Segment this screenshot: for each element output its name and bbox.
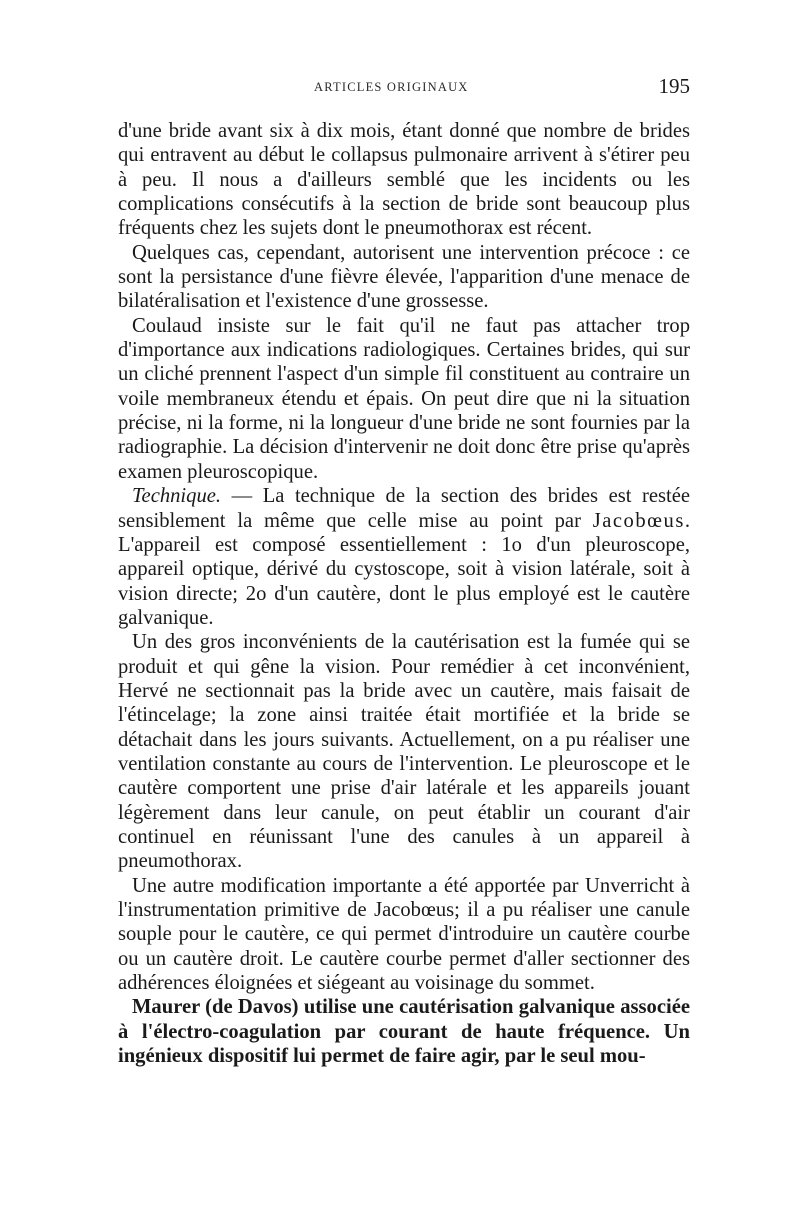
paragraph-continued: d'une bride avant six à dix mois, étant donné que nombre de brides qui entravent au début le collapsus pulmonaire arrivent à s'étirer peu à peu. Il nous a d'ailleurs semblé que les incidents ou les complications consécutifs à la section de bride sont beaucoup plus fréquents chez les sujets dont le pneumothorax est récent. <box>118 120 690 240</box>
body-text <box>118 119 690 1068</box>
page-number: 195 <box>658 74 690 98</box>
technique-text-part2: . L'appareil est composé essentiellement : 1o d'un pleuroscope, appareil optique, dérivé du cystoscope, soit à vision latérale, soit à vision directe; 2o d'un cautère, dont le plus employé est le cautère galvanique. <box>118 509 690 629</box>
paragraph-coulaud: Coulaud insiste sur le fait qu'il ne faut pas attacher trop d'importance aux indications radiologiques. Certaines brides, qui sur un cliché prennent l'aspect d'un simple fil constituent au contraire un voile membraneux étendu et épais. On peut dire que ni la situation précise, ni la forme, ni la longueur d'une bride ne sont fournies par la radiographie. La décision d'intervenir ne doit donc être prise qu'après examen pleuroscopique. <box>118 314 690 483</box>
paragraph-technique <box>118 484 690 630</box>
paragraph-unverricht: Une autre modification importante a été apportée par Unverricht à l'instrumentation primitive de Jacobœus; il a pu réaliser une canule souple pour le cautère, ce qui permet d'introduire un cautère courbe ou un cautère droit. Le cautère courbe permet d'aller sectionner des adhérences éloignées et siégeant au voisinage du sommet. <box>118 874 690 995</box>
running-head: ARTICLES ORIGINAUX <box>314 80 469 94</box>
author-name-jacoboeus: Jacobœus <box>592 509 685 532</box>
page-header <box>118 74 690 102</box>
paragraph-smoke-ventilation: Un des gros inconvénients de la cautérisation est la fumée qui se produit et qui gêne la vision. Pour remédier à cet inconvénient, Hervé ne sectionnait pas la bride avec un cautère, mais faisait de l'étincelage; la zone ainsi traitée était mortifiée et la bride se détachait dans les jours suivants. Actuellement, on a pu réaliser une ventilation constante au cours de l'intervention. Le pleuroscope et le cautère comportent une prise d'air latérale et les appareils jouant légèrement dans leur canule, on peut établir un courant d'air continuel en réunissant l'une des canules à un appareil à pneumothorax. <box>118 631 690 873</box>
technique-text-part1: — La technique de la section des brides est restée sensiblement la même que celle mise au point par <box>118 485 690 532</box>
section-lead-technique: Technique. <box>132 485 222 508</box>
paragraph-early-intervention: Quelques cas, cependant, autorisent une intervention précoce : ce sont la persistance d'une fièvre élevée, l'apparition d'une menace de bilatéralisation et l'existence d'une grossesse. <box>118 241 690 313</box>
paragraph-maurer: Maurer (de Davos) utilise une cautérisation galvanique associée à l'électro-coagulation par courant de haute fréquence. Un ingénieux dispositif lui permet de faire agir, par le seul mou- <box>118 996 690 1068</box>
